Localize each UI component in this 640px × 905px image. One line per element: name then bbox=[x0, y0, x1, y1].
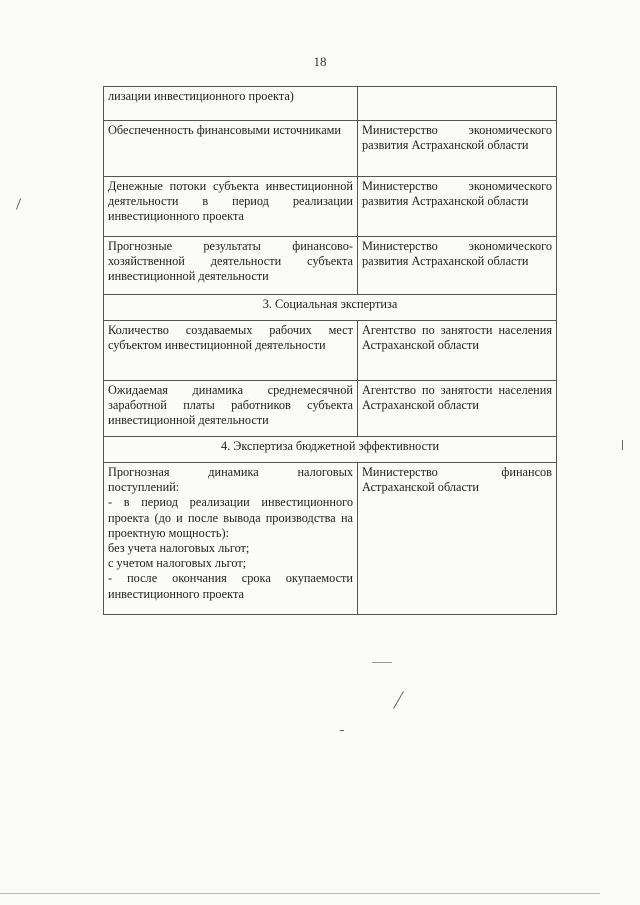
indicator-cell bbox=[104, 463, 358, 615]
indicator-cell: Количество создаваемых рабочих мест субъектом инвестиционной деятельности bbox=[104, 321, 358, 381]
section-title: 3. Социальная экспертиза bbox=[104, 295, 557, 321]
indicator-text: без учета налоговых льгот; bbox=[108, 541, 250, 556]
table-row bbox=[104, 381, 557, 437]
indicator-cell: Денежные потоки субъекта инвестиционной деятельности в период реализации инвестиционного проекта bbox=[104, 177, 358, 237]
indicator-cell: Прогнозные результаты финансово-хозяйственной деятельности субъекта инвестиционной деятельности bbox=[104, 237, 358, 295]
section-row bbox=[104, 295, 557, 321]
table-row bbox=[104, 177, 557, 237]
scan-mark bbox=[372, 662, 392, 663]
indicator-text: - после окончания срока окупаемости инвестиционного проекта bbox=[108, 571, 353, 601]
responsible-cell: Министерство экономического развития Астраханской области bbox=[358, 121, 557, 177]
section-title: 4. Экспертиза бюджетной эффективности bbox=[104, 437, 557, 463]
table-row bbox=[104, 87, 557, 121]
responsible-cell: Министерство экономического развития Астраханской области bbox=[358, 177, 557, 237]
indicator-text: - в период реализации инвестиционного проекта (до и после вывода производства на проектную мощность): bbox=[108, 495, 353, 540]
indicator-text: Прогнозная динамика налоговых поступлений: bbox=[108, 465, 353, 495]
scan-mark bbox=[340, 730, 344, 731]
expertise-table bbox=[103, 86, 557, 615]
scan-mark bbox=[393, 691, 404, 709]
scan-mark bbox=[622, 440, 623, 450]
responsible-cell: Министерство финансов Астраханской области bbox=[358, 463, 557, 615]
table-row bbox=[104, 321, 557, 381]
indicator-cell: Ожидаемая динамика среднемесячной заработной платы работников субъекта инвестиционной деятельности bbox=[104, 381, 358, 437]
table-row bbox=[104, 463, 557, 615]
scan-mark bbox=[0, 893, 600, 894]
table-row bbox=[104, 121, 557, 177]
indicator-text: с учетом налоговых льгот; bbox=[108, 556, 247, 571]
responsible-cell: Министерство экономического развития Астраханской области bbox=[358, 237, 557, 295]
page-number: 18 bbox=[313, 54, 327, 69]
indicator-cell: Обеспеченность финансовыми источниками bbox=[104, 121, 358, 177]
scan-mark bbox=[16, 198, 21, 210]
table-row bbox=[104, 237, 557, 295]
responsible-cell: Агентство по занятости населения Астраханской области bbox=[358, 321, 557, 381]
responsible-cell: Агентство по занятости населения Астраханской области bbox=[358, 381, 557, 437]
indicator-cell: лизации инвестиционного проекта) bbox=[104, 87, 358, 121]
responsible-cell bbox=[358, 87, 557, 121]
section-row bbox=[104, 437, 557, 463]
